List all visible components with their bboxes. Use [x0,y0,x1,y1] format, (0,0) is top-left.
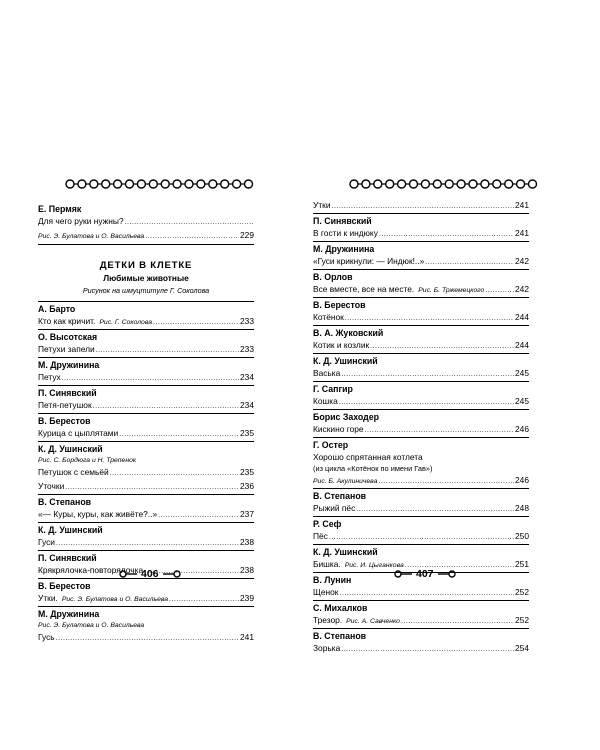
toc-page-number: 248 [515,503,529,513]
dot-leader [332,201,515,213]
dot-leader [345,313,514,325]
illustrator-credit: Рис. Э. Булатова и О. Васильева [38,233,145,240]
toc-title: Курица с цыплятами [38,428,119,438]
dot-leader [425,257,514,269]
illustrator-credit: Рис. Э. Булатова и О. Васильева [38,622,145,629]
dot-leader [62,373,239,385]
toc-title: Зорька [313,643,341,653]
toc-author: В. Степанов [38,494,254,508]
page-number-left: 406 [141,568,159,580]
dot-leader [110,468,239,480]
dot-leader [485,285,514,297]
toc-entry[interactable] [38,480,254,494]
toc-title: Гусь [38,632,55,642]
toc-page-number: 238 [240,565,254,575]
toc-title: Кошка [313,396,338,406]
toc-author: Борис Заходер [313,409,529,423]
toc-entry[interactable] [38,343,254,357]
illustrator-credit: Рис. Б. Тржемецкого [418,287,485,294]
dot-leader [365,425,514,437]
dot-leader [341,369,514,381]
toc-page-number: 242 [515,284,529,294]
toc-author: В. А. Жуковский [313,325,529,339]
toc-entry[interactable] [313,395,529,409]
toc-entry[interactable] [313,227,529,241]
toc-entry[interactable] [38,215,254,229]
dot-leader [341,644,514,656]
toc-entry[interactable] [38,631,254,645]
footer-ornament-left-icon [119,570,137,578]
toc-page-number: 245 [515,368,529,378]
toc-author: О. Высотская [38,329,254,343]
toc-author: В. Степанов [313,628,529,642]
dot-leader [56,633,239,645]
toc-page-number: 251 [515,559,529,569]
toc-entry[interactable] [313,474,529,488]
toc-page-number: 244 [515,312,529,322]
toc-author: К. Д. Ушинский [313,353,529,367]
right-page-footer [394,568,456,580]
illustrator-credit: Рис. Э. Булатова и О. Васильева [61,596,169,603]
illustrator-credit: Рис. С. Бордюга и Н. Трепенок [38,457,137,464]
toc-title: Рыжий пёс [313,503,356,513]
toc-entry[interactable] [38,455,254,466]
toc-entry[interactable] [313,642,529,656]
dot-leader [169,594,239,606]
toc-page-number: 234 [240,372,254,382]
toc-page-number: 233 [240,316,254,326]
left-page-footer [119,568,181,580]
section-note: Рисунок на шмуцтитуле Г. Соколова [82,286,210,295]
illustrator-credit: Рис. Б. Акулиничева [313,478,378,485]
toc-author: П. Синявский [313,213,529,227]
toc-title: «Гуси крикнули: — Индюк!..» [313,256,425,266]
toc-title: Крякрялочка-повторялочка [38,565,144,575]
toc-title: Все вместе, все на месте. [313,284,415,294]
toc-author: В. Орлов [313,269,529,283]
dot-leader [370,341,514,353]
toc-title: Хорошо спрятанная котлета [313,452,423,462]
toc-entry[interactable] [38,466,254,480]
toc-author: Г. Сапгир [313,381,529,395]
dot-leader [339,397,514,409]
dot-leader [339,588,514,600]
illustrator-credit: Рис. Г. Соколова [99,319,152,326]
toc-author: Г. Остер [313,437,529,451]
toc-title: Щенок [313,587,339,597]
toc-entry[interactable] [313,586,529,600]
toc-entry[interactable] [313,367,529,381]
ornament-divider-right [348,178,538,190]
toc-author: С. Михалков [313,600,529,614]
toc-entry[interactable] [38,620,254,631]
footer-ornament-right-icon [163,570,181,578]
toc-page-number: 246 [515,424,529,434]
toc-page-number: 239 [240,593,254,603]
toc-title: Петух [38,372,61,382]
toc-title: Утки [313,200,331,210]
toc-author: В. Лунин [313,572,529,586]
toc-author: Е. Пермяк [38,204,82,214]
toc-title: Кто как кричит. [38,316,96,326]
toc-page-number: 242 [515,256,529,266]
dot-leader [158,510,239,522]
toc-author: П. Синявский [38,385,254,399]
toc-author: В. Берестов [38,413,254,427]
toc-author: А. Барто [38,301,254,315]
toc-title: Кискино горе [313,424,364,434]
right-toc-content [313,199,529,656]
toc-page-number: 245 [515,396,529,406]
toc-page-number: 236 [240,481,254,491]
toc-entry[interactable] [313,311,529,325]
toc-title: Для чего руки нужны? [38,216,124,226]
section-subtitle: Любимые животные [103,273,189,283]
toc-entry[interactable] [313,502,529,516]
toc-entry[interactable] [38,592,254,606]
toc-author: М. Дружинина [313,241,529,255]
dot-leader [356,504,514,516]
toc-page-number: 241 [240,632,254,642]
toc-title: Уточки [38,481,65,491]
toc-page-number: 244 [515,340,529,350]
toc-author: В. Берестов [313,297,529,311]
toc-page-number: 237 [240,509,254,519]
toc-title: Пёс [313,531,328,541]
dot-leader [401,616,514,628]
toc-title: Бишка. [313,559,341,569]
toc-page-number: 233 [240,344,254,354]
toc-page-number: 246 [515,475,529,485]
toc-entry[interactable] [38,427,254,441]
toc-author: К. Д. Ушинский [313,544,529,558]
toc-title: Петя-петушок [38,400,92,410]
toc-page-number: 252 [515,587,529,597]
toc-page-number: 234 [240,400,254,410]
section-title: ДЕТКИ В КЛЕТКЕ [99,260,193,271]
toc-page-number: 238 [240,537,254,547]
toc-subnote: (из цикла «Котёнок по имени Гав») [313,464,433,473]
toc-author: Р. Сеф [313,516,529,530]
divider-line [38,244,254,245]
toc-entry[interactable] [313,423,529,437]
toc-page-number: 241 [515,228,529,238]
toc-author: М. Дружинина [38,357,254,371]
toc-title: Утки. [38,593,58,603]
toc-entry[interactable] [313,614,529,628]
toc-title: Петушок с семьёй [38,467,109,477]
dot-leader [378,476,514,488]
toc-page-number: 250 [515,531,529,541]
toc-title: В гости к индюку [313,228,378,238]
dot-leader [153,317,239,329]
footer-ornament-right-icon [438,570,456,578]
toc-author: М. Дружинина [38,606,254,620]
ornament-divider-left [64,178,254,190]
toc-title: Трезор. [313,615,343,625]
dot-leader [119,429,239,441]
toc-author: В. Берестов [38,578,254,592]
toc-entry[interactable] [38,315,254,329]
toc-page-number: 235 [240,467,254,477]
toc-page-number: 229 [240,230,254,240]
toc-entry[interactable] [38,229,254,243]
dot-leader [125,217,253,229]
toc-title: Котик и козлик [313,340,370,350]
toc-entry[interactable] [313,255,529,269]
toc-entry[interactable] [38,371,254,385]
toc-title: Петухи запели [38,344,95,354]
toc-title: Котёнок [313,312,344,322]
dot-leader [145,231,239,243]
toc-entry[interactable] [38,536,254,550]
page-number-right: 407 [416,568,434,580]
toc-page-number: 254 [515,643,529,653]
toc-entry[interactable] [313,199,529,213]
dot-leader [56,538,239,550]
toc-entry[interactable] [313,283,529,297]
toc-author: В. Степанов [313,488,529,502]
toc-author: К. Д. Ушинский [38,522,254,536]
toc-title: Гуси [38,537,55,547]
toc-entry[interactable] [38,508,254,522]
dot-leader [65,482,239,494]
toc-entry[interactable] [313,530,529,544]
dot-leader [96,345,239,357]
toc-title: Васька [313,368,341,378]
toc-entry[interactable] [38,399,254,413]
illustrator-credit: Рис. А. Савченко [346,618,400,625]
toc-title: «— Куры, куры, как живёте?..» [38,509,158,519]
illustrator-credit: Рис. И. Цыганкова [344,562,404,569]
toc-page-number: 241 [515,200,529,210]
toc-page-number: 235 [240,428,254,438]
dot-leader [93,401,239,413]
toc-entry[interactable] [313,339,529,353]
toc-page-number: 252 [515,615,529,625]
toc-author: К. Д. Ушинский [38,441,254,455]
dot-leader [329,532,514,544]
footer-ornament-left-icon [394,570,412,578]
toc-author: П. Синявский [38,550,254,564]
dot-leader [379,229,514,241]
